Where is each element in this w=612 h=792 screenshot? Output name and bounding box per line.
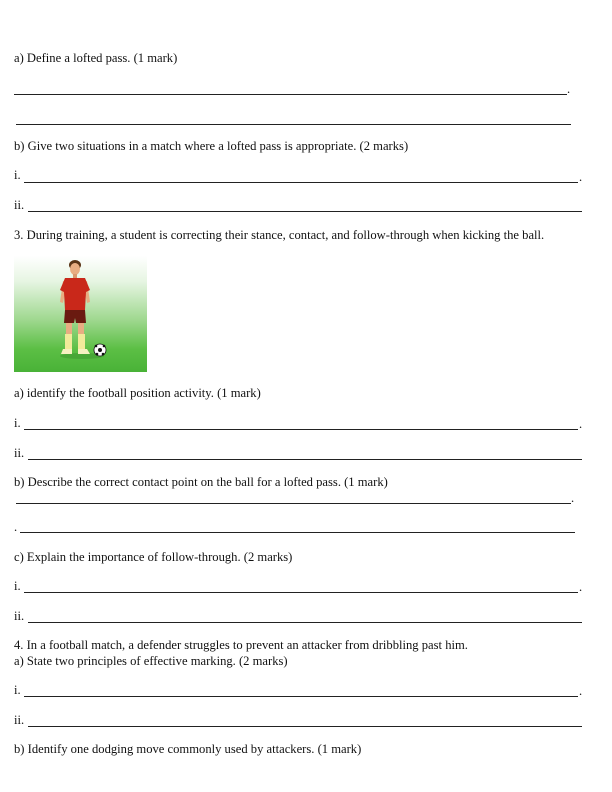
answer-line[interactable] — [28, 211, 582, 212]
answer-label-i: i. — [14, 579, 21, 593]
answer-label-i: i. — [14, 168, 21, 182]
answer-line[interactable] — [28, 726, 582, 727]
question-4a-text: a) State two principles of effective marking. (2 marks) — [14, 654, 288, 668]
question-3b-text: b) Describe the correct contact point on the ball for a lofted pass. (1 mark) — [14, 475, 388, 489]
answer-line[interactable] — [14, 94, 567, 95]
question-3-stem: 3. During training, a student is correcting their stance, contact, and follow-through when kicking the ball. — [14, 228, 545, 242]
answer-line[interactable] — [24, 592, 578, 593]
line-end-dot: . — [567, 82, 571, 96]
answer-label-ii: ii. — [14, 609, 25, 623]
answer-line[interactable] — [16, 503, 571, 504]
answer-line[interactable] — [24, 696, 578, 697]
question-3c-text: c) Explain the importance of follow-through. (2 marks) — [14, 550, 293, 564]
answer-line[interactable] — [28, 459, 582, 460]
line-end-dot: . — [571, 491, 575, 505]
answer-label-i: i. — [14, 416, 21, 430]
answer-label-ii: ii. — [14, 446, 25, 460]
answer-line[interactable] — [28, 622, 582, 623]
answer-line[interactable] — [16, 124, 571, 125]
answer-label-i: i. — [14, 683, 21, 697]
line-end-dot: . — [579, 684, 583, 698]
question-2b-text: b) Give two situations in a match where a lofted pass is appropriate. (2 marks) — [14, 139, 409, 153]
question-4b-text: b) Identify one dodging move commonly used by attackers. (1 mark) — [14, 742, 362, 756]
answer-label-ii: ii. — [14, 198, 25, 212]
question-3a-text: a) identify the football position activity. (1 mark) — [14, 386, 261, 400]
line-end-dot: . — [579, 170, 583, 184]
line-start-dot: . — [14, 520, 18, 534]
question-4-stem: 4. In a football match, a defender struggles to prevent an attacker from dribbling past him. — [14, 638, 468, 652]
player-illustration — [14, 256, 147, 372]
question-2a-text: a) Define a lofted pass. (1 mark) — [14, 51, 178, 65]
answer-line[interactable] — [24, 182, 578, 183]
answer-label-ii: ii. — [14, 713, 25, 727]
football-player-image — [14, 256, 147, 372]
line-end-dot: . — [579, 580, 583, 594]
line-end-dot: . — [579, 417, 583, 431]
answer-line[interactable] — [20, 532, 575, 533]
answer-line[interactable] — [24, 429, 578, 430]
